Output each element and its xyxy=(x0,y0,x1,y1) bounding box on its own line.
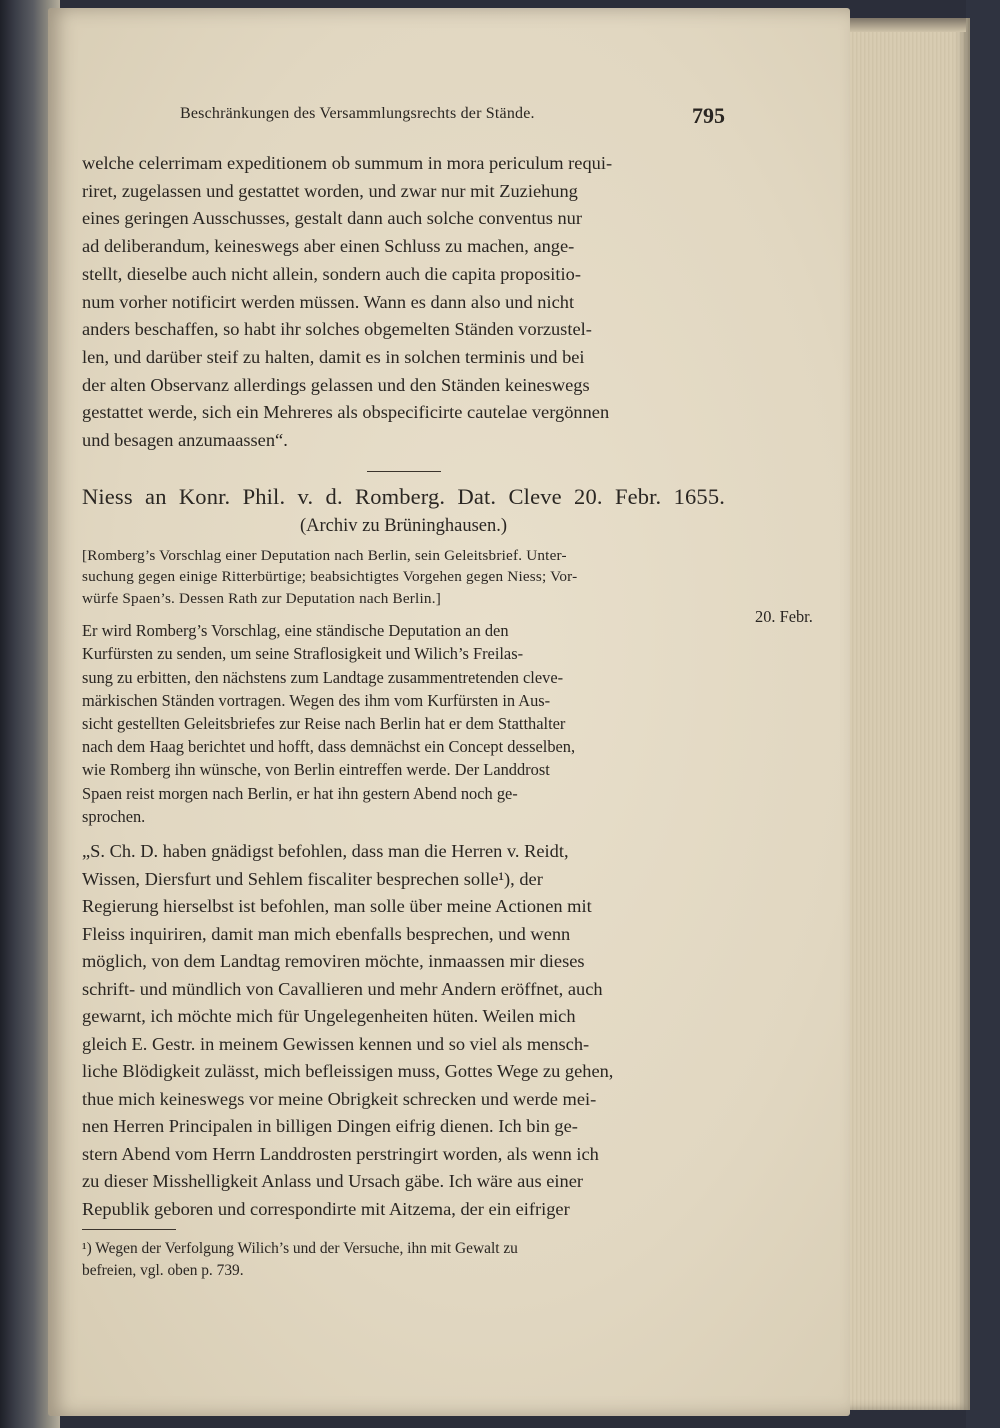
letter-quote: „S. Ch. D. haben gnädigst befohlen, dass man die Herren v. Reidt, Wissen, Diersfurt und Sehlem fiscaliter besprechen solle¹), der Regierung hierselbst ist befohlen, man solle über meine Actionen mit Fleiss inquiriren, damit man mich ebenfalls besprechen, und wenn möglich, von dem Landtag removiren möchte, inmaassen mir dieses schrift- und mündlich von Cavallieren und mehr Andern eröffnet, auch gewarnt, ich möchte mich für Ungelegenheiten hüten. Weilen mich gleich E. Gestr. in meinem Gewissen kennen und so viel als mensch- liche Blödigkeit zulässt, mich befleissigen muss, Gottes Wege zu gehen, thue mich keineswegs vor meine Obrigkeit schrecken und werde mei- nen Herren Principalen in billigen Dingen eifrig dienen. Ich bin ge- stern Abend vom Herrn Landdrosten perstringirt worden, als wenn ich zu dieser Misshelligkeit Anlass und Ursach gäbe. Ich wäre aus einer Republik geboren und correspondirte mit Aitzema, der ein eifriger xyxy=(82,841,614,1219)
document-abstract: Er wird Romberg’s Vorschlag, eine ständische Deputation an den Kurfürsten zu senden, um seine Straflosigkeit und Wilich’s Freilas- sung zu erbitten, den nächstens zum Landtage zusammentretenden cleve- märkischen Ständen vortragen. Wegen des ihm vom Kurfürsten in Aus- sicht gestellten Geleitsbriefes zur Reise nach Berlin hat er dem Statthalter nach dem Haag berichtet und hofft, dass demnächst ein Concept desselben, wie Romberg ihn wünsche, von Berlin eintreffen werde. Der Landdrost Spaen reist morgen nach Berlin, er hat ihn gestern Abend noch ge- sprochen. xyxy=(82,621,576,826)
page-block-edge xyxy=(842,18,970,1410)
footnote: ¹) Wegen der Verfolgung Wilich’s und der Versuche, ihn mit Gewalt zu befreien, vgl. oben p. 739. xyxy=(82,1240,518,1279)
document-heading: Niess an Konr. Phil. v. d. Romberg. Dat. Cleve 20. Febr. 1655. xyxy=(82,483,725,509)
book-cover-edge xyxy=(966,0,1000,1428)
running-header xyxy=(180,103,725,133)
continued-paragraph: welche celerrimam expeditionem ob summum in mora periculum requi- riret, zugelassen und gestattet worden, und zwar nur mit Zuziehung eines geringen Ausschusses, gestalt dann auch solche conventus nur ad deliberandum, keineswegs aber einen Schluss zu machen, ange- stellt, dieselbe auch nicht allein, sondern auch die capita propositio- num vorher notificirt werden müssen. Wann es dann also und nicht anders beschaffen, so habt ihr solches obgemelten Ständen vorzustel- len, und darüber steif zu halten, damit es in solchen terminis und bei der alten Observanz allerdings gelassen und den Ständen keineswegs gestattet werde, sich ein Mehreres als obspecificirte cautelae vergönnen und besagen anzumaassen“. xyxy=(82,153,613,451)
margin-date-note: 20. Febr. xyxy=(755,607,813,626)
document-summary: [Romberg’s Vorschlag einer Deputation nach Berlin, sein Geleitsbrief. Unter- suchung gegen einige Ritterbürtige; beabsichtigtes Vorgehen gegen Niess; Vor- würfe Spaen’s. Dessen Rath zur Deputation nach Berlin.] xyxy=(82,546,578,607)
page-block-top xyxy=(846,18,966,32)
archive-source: (Archiv zu Brüninghausen.) xyxy=(299,515,508,536)
footnote-divider xyxy=(82,1229,176,1230)
section-divider xyxy=(367,471,441,472)
running-title: Beschränkungen des Versammlungsrechts der Stände. xyxy=(180,105,535,122)
page-body xyxy=(82,150,725,1281)
page-number: 795 xyxy=(692,103,725,128)
